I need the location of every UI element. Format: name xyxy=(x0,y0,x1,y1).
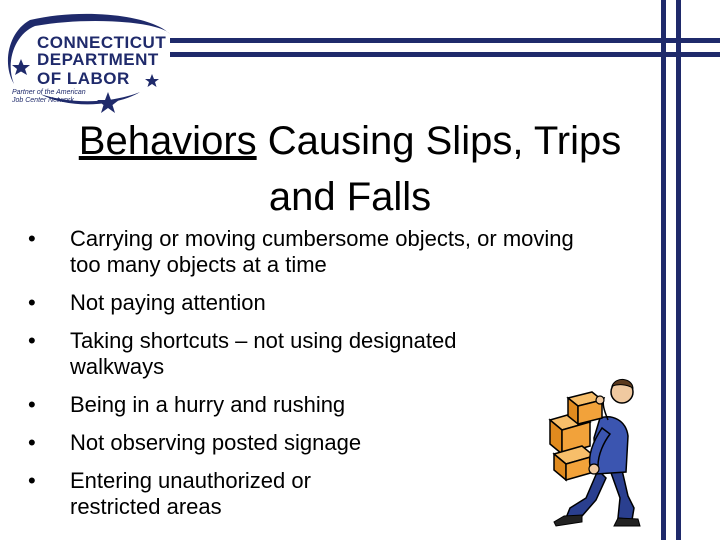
bullet-dot: • xyxy=(28,226,36,251)
bullet-text: Being in a hurry and rushing xyxy=(70,392,346,417)
slide-title xyxy=(40,113,660,225)
top-rule-1 xyxy=(170,38,720,43)
person-carrying-boxes-icon xyxy=(540,358,650,528)
logo-line-2: DEPARTMENT xyxy=(37,50,159,69)
bullet-dot: • xyxy=(28,468,36,493)
logo-tagline-1: Partner of the American xyxy=(12,89,86,96)
title-underlined-word: Behaviors xyxy=(78,119,257,163)
bullet-text: Not observing posted signage xyxy=(70,430,362,455)
list-item xyxy=(28,468,588,520)
right-rule-2 xyxy=(676,0,681,540)
logo-tagline-2: Job Center Network xyxy=(12,97,74,104)
title-line-1 xyxy=(40,113,660,169)
right-rule-1 xyxy=(661,0,666,540)
bullet-dot: • xyxy=(28,328,36,353)
title-line-1-rest: Causing Slips, Trips xyxy=(256,119,622,163)
bullet-list xyxy=(28,226,588,532)
list-item xyxy=(28,430,588,456)
list-item xyxy=(28,392,588,418)
bullet-text: Entering unauthorized or restricted areas xyxy=(70,468,311,519)
bullet-dot: • xyxy=(28,430,36,455)
bullet-text: Taking shortcuts – not using designated walkways xyxy=(70,328,457,379)
ct-dol-logo xyxy=(0,12,180,117)
bullet-text: Carrying or moving cumbersome objects, or moving too many objects at a time xyxy=(70,226,574,277)
bullet-text: Not paying attention xyxy=(70,290,266,315)
logo-line-3: OF LABOR xyxy=(37,69,130,88)
bullet-dot: • xyxy=(28,392,36,417)
logo-line-1: CONNECTICUT xyxy=(37,33,167,52)
top-rule-2 xyxy=(170,52,720,57)
bullet-dot: • xyxy=(28,290,36,315)
list-item xyxy=(28,226,588,278)
list-item xyxy=(28,328,588,380)
title-line-2: and Falls xyxy=(268,175,432,219)
list-item xyxy=(28,290,588,316)
